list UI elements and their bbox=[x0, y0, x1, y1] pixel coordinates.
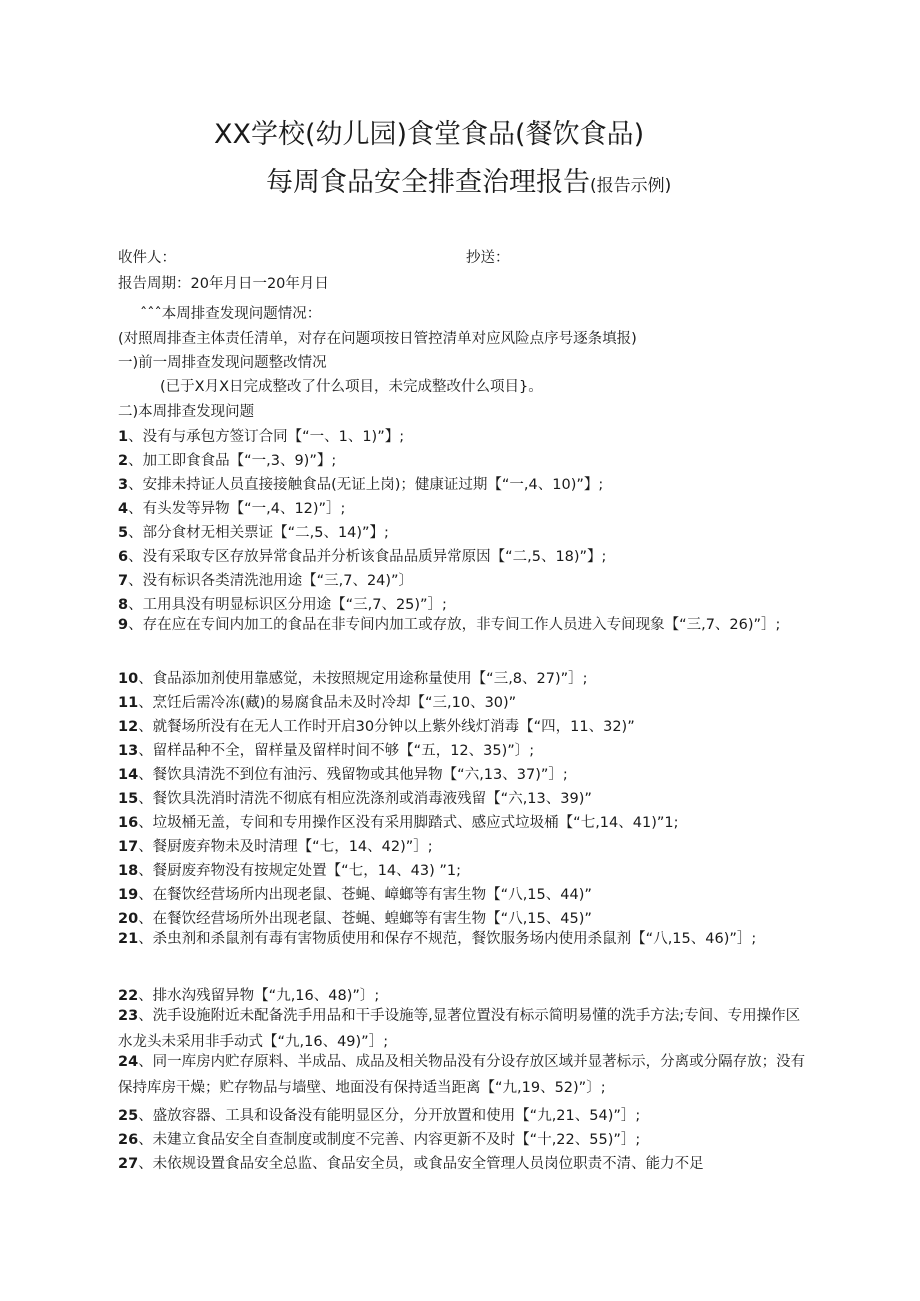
prev-week-detail: (已于X月X日完成整改了什么项目，未完成整改什么项目}。 bbox=[160, 379, 543, 395]
issue-item bbox=[118, 612, 808, 638]
issue-text: 、洗手设施附近未配备洗手用品和干手设施等,显著位置没有标示简明易懂的洗手方法;专间、专用操作区水龙头未采用非手动式【“九,16、49)”］; bbox=[118, 1008, 801, 1050]
issue-text: 、安排未持证人员直接接触食品(无证上岗)；健康证过期【“一,4、10)”】; bbox=[128, 477, 604, 493]
issue-text: 、部分食材无相关票证【“二,5、14)”】; bbox=[128, 525, 389, 541]
report-title-line1: XX学校(幼儿园)食堂食品(餐饮食品) bbox=[214, 119, 645, 150]
issue-text: 、餐饮具洗消时清洗不彻底有相应洗涤剂或消毒液残留【“六,13、39)” bbox=[138, 791, 592, 807]
issue-item bbox=[118, 569, 808, 590]
issue-number: 17 bbox=[118, 839, 139, 855]
issue-number: 1 bbox=[118, 429, 129, 445]
issue-number: 10 bbox=[118, 671, 139, 687]
issue-number: 18 bbox=[118, 863, 139, 879]
issue-number: 23 bbox=[118, 1008, 139, 1024]
issue-text: 、没有采取专区存放异常食品并分析该食品品质异常原因【“二,5、18)”】; bbox=[128, 549, 607, 565]
issue-text: 、餐饮具清洗不到位有油污、残留物或其他异物【“六,13、37)”］; bbox=[138, 767, 568, 783]
issue-text: 、未建立食品安全自查制度或制度不完善、内容更新不及时【“十,22、55)”］; bbox=[138, 1132, 641, 1148]
issue-text: 、垃圾桶无盖，专间和专用操作区没有采用脚踏式、感应式垃圾桶【“七,14、41)”1; bbox=[138, 815, 679, 831]
issue-number: 5 bbox=[118, 525, 129, 541]
issue-text: 、有头发等异物【“一,4、12)”］; bbox=[128, 501, 346, 517]
issue-text: 、餐厨废弃物没有按规定处置【“七，14、43) ”1; bbox=[138, 863, 461, 879]
issue-text: 、杀虫剂和杀鼠剂有毒有害物质使用和保存不规范，餐饮服务场内使用杀鼠剂【“八,15、46)”］; bbox=[138, 931, 757, 947]
issue-text: 、餐厨废弃物未及时清理【“七，14、42)”］; bbox=[138, 839, 433, 855]
issue-text: 、盛放容器、工具和设备没有能明显区分，分开放置和使用【“九,21、54)”］; bbox=[138, 1108, 641, 1124]
issue-item bbox=[118, 715, 808, 736]
issue-number: 14 bbox=[118, 767, 139, 783]
issue-number: 7 bbox=[118, 573, 129, 589]
issue-number: 20 bbox=[118, 911, 139, 927]
issue-text: 、未依规设置食品安全总监、食品安全员，或食品安全管理人员岗位职责不清、能力不足 bbox=[138, 1156, 704, 1172]
report-title-note: (报告示例) bbox=[590, 176, 672, 196]
issue-text: 、在餐饮经营场所外出现老鼠、苍蝇、蝗螂等有害生物【“八,15、45)” bbox=[138, 911, 592, 927]
issue-item bbox=[118, 926, 808, 952]
recipient-label: 收件人： bbox=[118, 250, 176, 266]
issue-item bbox=[118, 425, 808, 446]
issue-text: 、同一库房内贮存原料、半成品、成品及相关物品没有分设存放区域并显著标示，分离或分隔存放；没有保持库房干燥；贮存物品与墙壁、地面没有保持适当距离【“九,19、52)”〕; bbox=[118, 1054, 806, 1096]
issue-item bbox=[118, 1152, 808, 1173]
issue-text: 、食品添加剂使用靠感觉，未按照规定用途称量使用【“三,8、27)”］; bbox=[138, 671, 588, 687]
issue-number: 15 bbox=[118, 791, 139, 807]
report-title-line2 bbox=[266, 160, 726, 199]
report-title-main: 每周食品安全排查治理报告 bbox=[266, 167, 590, 198]
section-instruction: (对照周排查主体责任清单，对存在问题项按日管控清单对应风险点序号逐条填报) bbox=[118, 331, 637, 347]
issue-item bbox=[118, 545, 808, 566]
issue-text: 、存在应在专间内加工的食品在非专间内加工或存放，非专间工作人员进入专间现象【“三,7、26)”］; bbox=[128, 617, 781, 633]
issue-text: 、留样品种不全，留样量及留样时间不够【“五，12、35)”〕; bbox=[138, 743, 535, 759]
issue-item bbox=[118, 667, 808, 688]
issue-item bbox=[118, 593, 808, 614]
issue-item bbox=[118, 521, 808, 542]
issue-item bbox=[118, 1104, 808, 1125]
issue-item bbox=[118, 1003, 808, 1055]
report-period: 报告周期：20年月日一20年月日 bbox=[118, 276, 329, 292]
issue-text: 、就餐场所没有在无人工作时开启30分钟以上紫外线灯消毒【“四，11、32)” bbox=[138, 719, 635, 735]
issue-text: 、排水沟残留异物【“九,16、48)”〕; bbox=[138, 988, 380, 1004]
issue-number: 2 bbox=[118, 453, 129, 469]
issue-text: 、在餐饮经营场所内出现老鼠、苍蝇、嶂螂等有害生物【“八,15、44)” bbox=[138, 887, 592, 903]
issue-number: 26 bbox=[118, 1132, 139, 1148]
issue-text: 、工用具没有明显标识区分用途【“三,7、25)”］; bbox=[128, 597, 447, 613]
issue-number: 4 bbox=[118, 501, 129, 517]
current-week-heading: 二)本周排查发现问题 bbox=[118, 404, 255, 420]
issue-item bbox=[118, 691, 808, 712]
issue-number: 21 bbox=[118, 931, 139, 947]
issue-number: 11 bbox=[118, 695, 139, 711]
issue-number: 16 bbox=[118, 815, 139, 831]
issue-item bbox=[118, 1128, 808, 1149]
issue-number: 12 bbox=[118, 719, 139, 735]
issue-number: 8 bbox=[118, 597, 129, 613]
issue-item bbox=[118, 811, 808, 832]
issue-text: 、加工即食食品【“一,3、9)”】; bbox=[128, 453, 337, 469]
issue-item bbox=[118, 984, 808, 1005]
issue-item bbox=[118, 835, 808, 856]
issue-number: 13 bbox=[118, 743, 139, 759]
issue-item bbox=[118, 1049, 808, 1101]
issue-text: 、烹饪后需冷冻(藏)的易腐食品未及时冷却【“三,10、30)” bbox=[138, 695, 517, 711]
issue-number: 9 bbox=[118, 617, 129, 633]
issue-item bbox=[118, 787, 808, 808]
issue-number: 22 bbox=[118, 988, 139, 1004]
issue-number: 3 bbox=[118, 477, 129, 493]
issue-number: 19 bbox=[118, 887, 139, 903]
cc-label: 抄送： bbox=[466, 250, 510, 266]
issue-item bbox=[118, 859, 808, 880]
issue-number: 24 bbox=[118, 1054, 139, 1070]
issue-number: 27 bbox=[118, 1156, 139, 1172]
issue-number: 6 bbox=[118, 549, 129, 565]
issue-item bbox=[118, 907, 808, 928]
issue-item bbox=[118, 497, 808, 518]
issue-item bbox=[118, 763, 808, 784]
issue-item bbox=[118, 449, 808, 470]
issue-number: 25 bbox=[118, 1108, 139, 1124]
issue-item bbox=[118, 739, 808, 760]
section-intro: ˆˆˆ本周排查发现问题情况： bbox=[140, 306, 322, 322]
issue-text: 、没有与承包方签订合同【“一、1、1)”】; bbox=[128, 429, 405, 445]
prev-week-heading: 一)前一周排查发现问题整改情况 bbox=[118, 355, 327, 371]
issue-item bbox=[118, 473, 808, 494]
issue-text: 、没有标识各类清洗池用途【“三,7、24)”〕 bbox=[128, 573, 414, 589]
issue-item bbox=[118, 883, 808, 904]
